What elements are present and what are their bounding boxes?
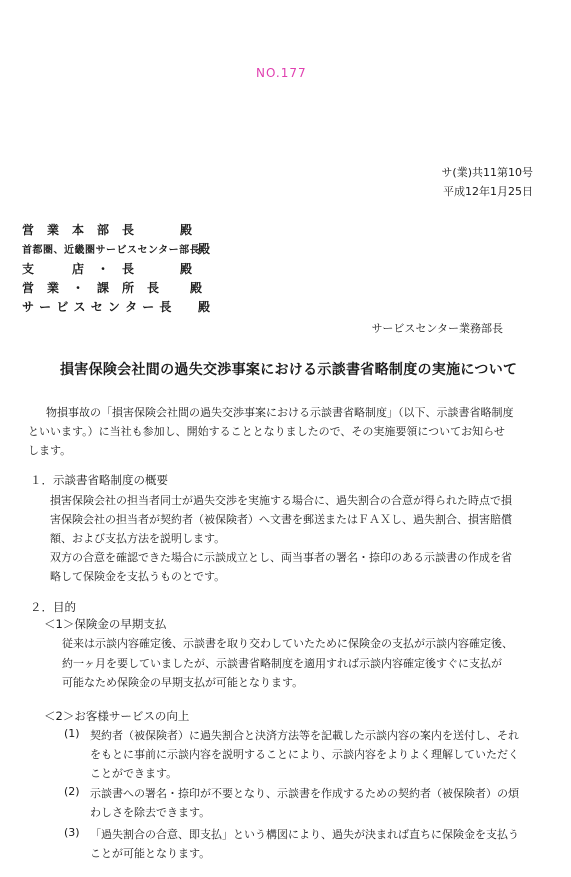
list-item-number: (1) xyxy=(64,727,80,740)
reference-number: サ(業)共11第10号 xyxy=(441,166,533,179)
subsection-line: 約一ヶ月を要していましたが、示談書省略制度を適用すれば示談内容確定後すぐに支払が xyxy=(62,657,502,670)
addressee-title: 営 業 本 部 長 xyxy=(22,223,135,237)
addressee-suffix: 殿 xyxy=(180,223,193,237)
intro-line: 物損事故の「損害保険会社間の過失交渉事案における示談書省略制度」（以下、示談書省略制度 xyxy=(46,406,514,419)
sender: サービスセンター業務部長 xyxy=(371,322,503,335)
section-line: 害保険会社の担当者が契約者（被保険者）へ文書を郵送またはＦＡＸし、過失割合、損害賠償 xyxy=(50,513,512,526)
addressee-suffix: 殿 xyxy=(198,300,211,314)
subsection-line: 可能なため保険金の早期支払が可能となります。 xyxy=(62,676,304,689)
subsection-line: 従来は示談内容確定後、示談書を取り交わしていたために保険金の支払が示談内容確定後、 xyxy=(62,637,513,650)
list-item-line: をもとに事前に示談内容を説明することにより、示談内容をよりよく理解していただく xyxy=(90,748,519,761)
list-item-line: ことが可能となります。 xyxy=(90,847,211,860)
addressee-title: サ ー ビ ス セ ン タ ー 長 xyxy=(22,300,172,314)
subsection-heading: ＜1＞保険金の早期支払 xyxy=(44,617,167,631)
list-item-line: ことができます。 xyxy=(90,767,178,780)
list-item-number: (3) xyxy=(64,826,80,839)
addressee-item xyxy=(22,260,193,277)
document-number: NO.177 xyxy=(256,66,307,80)
list-item-line: わしさを除去できます。 xyxy=(90,806,211,819)
section-heading: １．示談書省略制度の概要 xyxy=(30,473,168,487)
addressee-item xyxy=(22,298,211,315)
addressee-suffix: 殿 xyxy=(180,262,193,276)
addressee-suffix: 殿 xyxy=(198,242,211,256)
addressee-title: 首都圏、近畿圏サービスセンター部長 xyxy=(22,245,201,256)
list-item-line: 契約者（被保険者）に過失割合と決済方法等を記載した示談内容の案内を送付し、それ xyxy=(90,729,519,742)
addressee-title: 支 店 ・ 長 xyxy=(22,262,135,276)
section-line: 双方の合意を確認できた場合に示談成立とし、両当事者の署名・捺印のある示談書の作成を省 xyxy=(50,551,512,564)
list-item-line: 「過失割合の合意、即支払」という構図により、過失が決まれば直ちに保険金を支払う xyxy=(90,828,519,841)
intro-line: といいます。）に当社も参加し、開始することとなりましたので、その実施要領についてお知らせ xyxy=(28,425,505,438)
section-line: 損害保険会社の担当者同士が過失交渉を実施する場合に、過失割合の合意が得られた時点で損 xyxy=(50,494,512,507)
section-heading: ２．目的 xyxy=(30,600,76,614)
addressee-title: 営 業 ・ 課 所 長 xyxy=(22,281,160,295)
intro-line: します。 xyxy=(28,444,72,457)
list-item-number: (2) xyxy=(64,785,80,798)
addressee-suffix: 殿 xyxy=(190,281,203,295)
reference-date: 平成12年1月25日 xyxy=(443,185,533,198)
list-item-line: 示談書への署名・捺印が不要となり、示談書を作成するための契約者（被保険者）の煩 xyxy=(90,787,519,800)
section-line: 額、および支払方法を説明します。 xyxy=(50,532,226,545)
addressee-item xyxy=(22,279,203,296)
addressee-item xyxy=(22,221,193,238)
section-line: 略して保険金を支払うものとです。 xyxy=(50,570,226,583)
subsection-heading: ＜2＞お客様サービスの向上 xyxy=(44,709,190,723)
document-title: 損害保険会社間の過失交渉事案における示談書省略制度の実施について xyxy=(60,362,518,378)
addressee-item xyxy=(22,240,211,257)
